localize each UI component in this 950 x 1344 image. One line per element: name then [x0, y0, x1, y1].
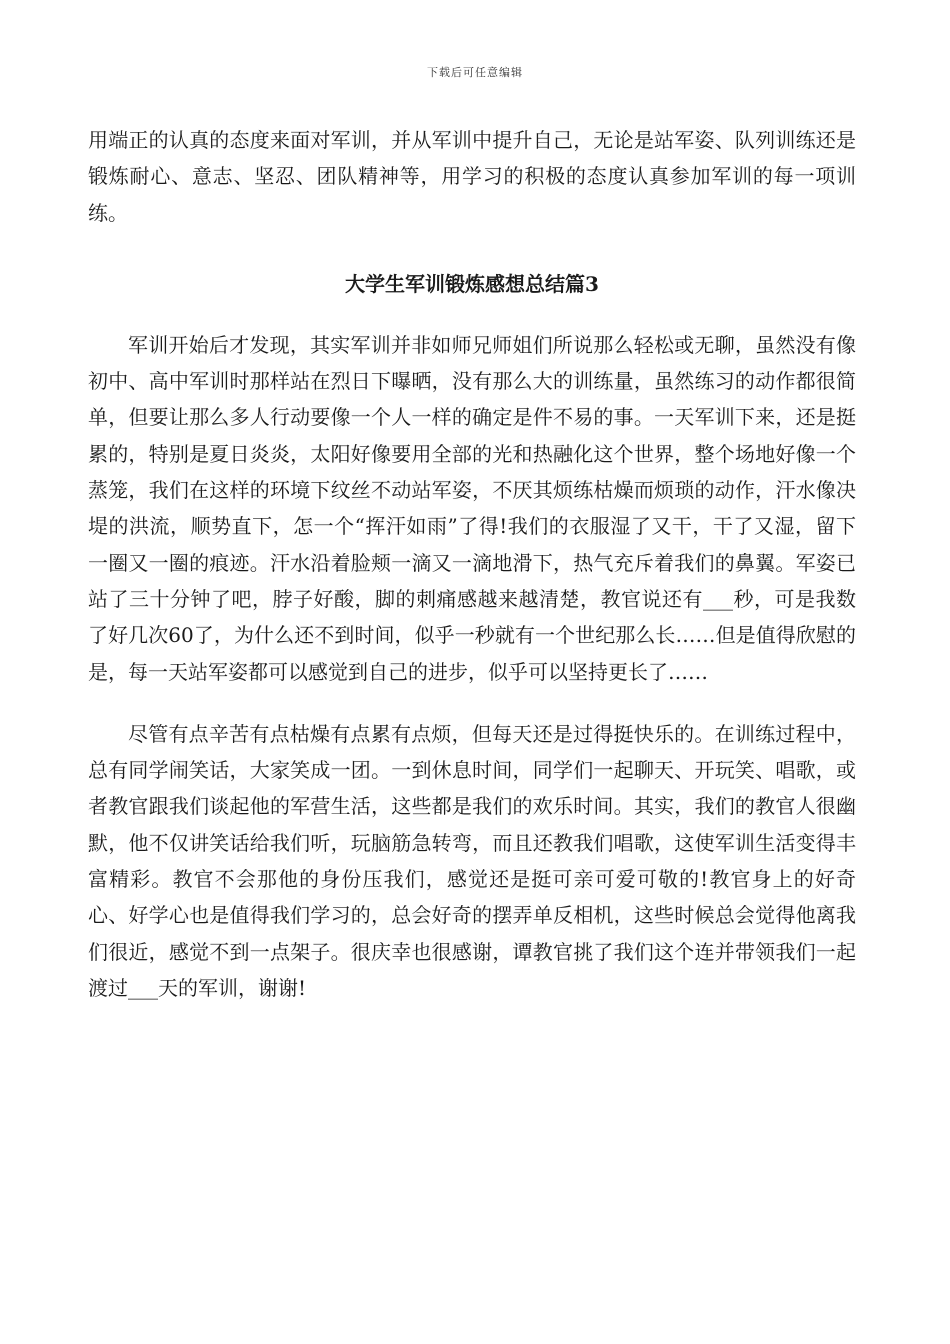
document-body	[88, 122, 856, 1006]
paragraph-gap	[88, 690, 856, 716]
body-paragraph-2: 尽管有点辛苦有点枯燥有点累有点烦，但每天还是过得挺快乐的。在训练过程中，总有同学闹笑话，大家笑成一团。一到休息时间，同学们一起聊天、开玩笑、唱歌，或者教官跟我们谈起他的军营生活，这些都是我们的欢乐时间。其实，我们的教官人很幽默，他不仅讲笑话给我们听，玩脑筋急转弯，而且还教我们唱歌，这使军训生活变得丰富精彩。教官不会那他的身份压我们，感觉还是挺可亲可爱可敬的!教官身上的好奇心、好学心也是值得我们学习的，总会好奇的摆弄单反相机，这些时候总会觉得他离我们很近，感觉不到一点架子。很庆幸也很感谢，谭教官挑了我们这个连并带领我们一起渡过___天的军训，谢谢!	[88, 721, 856, 1000]
body-paragraph-1: 军训开始后才发现，其实军训并非如师兄师姐们所说那么轻松或无聊，虽然没有像初中、高中军训时那样站在烈日下曝晒，没有那么大的训练量，虽然练习的动作都很简单，但要让那么多人行动要像一个人一样的确定是件不易的事。一天军训下来，还是挺累的，特别是夏日炎炎，太阳好像要用全部的光和热融化这个世界，整个场地好像一个蒸笼，我们在这样的环境下纹丝不动站军姿，不厌其烦练枯燥而烦琐的动作，汗水像决堤的洪流，顺势直下，怎一个“挥汗如雨”了得!我们的衣服湿了又干，干了又湿，留下一圈又一圈的痕迹。汗水沿着脸颊一滴又一滴地滑下，热气充斥着我们的鼻翼。军姿已站了三十分钟了吧，脖子好酸，脚的刺痛感越来越清楚，教官说还有___秒，可是我数了好几次60了，为什么还不到时间，似乎一秒就有一个世纪那么长……但是值得欣慰的是，每一天站军姿都可以感觉到自己的进步，似乎可以坚持更长了……	[88, 332, 856, 684]
page-header-note: 下载后可任意编辑	[427, 66, 523, 79]
intro-paragraph: 用端正的认真的态度来面对军训，并从军训中提升自己，无论是站军姿、队列训练还是锻炼耐心、意志、坚忍、团队精神等，用学习的积极的态度认真参加军训的每一项训练。	[88, 128, 856, 225]
section-title: 大学生军训锻炼感想总结篇3	[345, 271, 599, 296]
